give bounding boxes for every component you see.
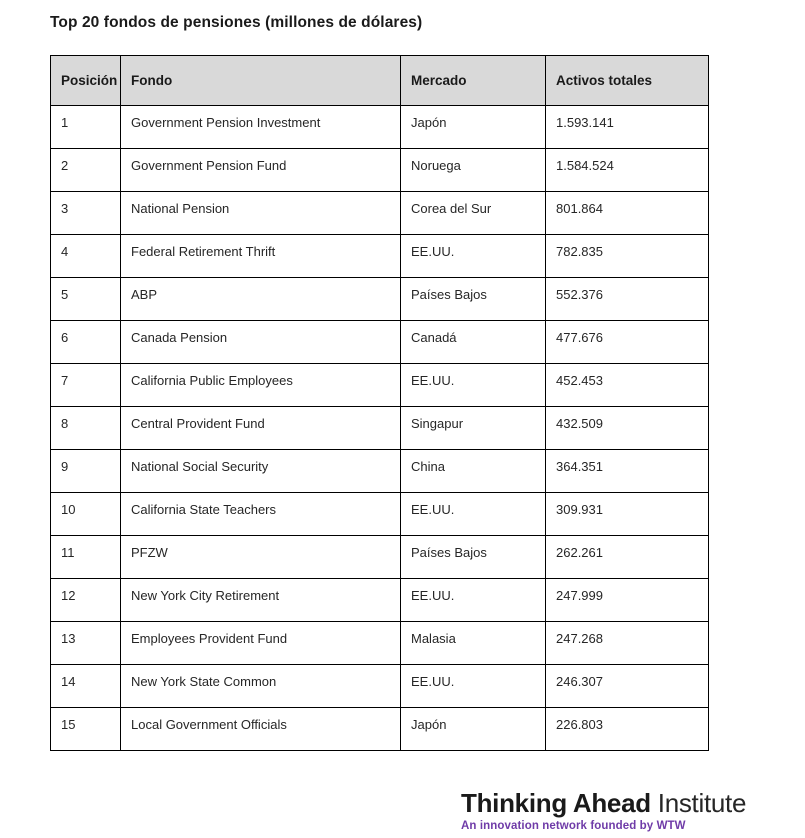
cell-assets: 1.584.524	[546, 149, 709, 192]
cell-assets: 782.835	[546, 235, 709, 278]
table-row	[51, 622, 709, 665]
table-row	[51, 278, 709, 321]
cell-fund: Government Pension Investment	[121, 106, 401, 149]
cell-assets: 247.268	[546, 622, 709, 665]
cell-market: EE.UU.	[401, 493, 546, 536]
cell-fund: Local Government Officials	[121, 708, 401, 751]
cell-fund: National Pension	[121, 192, 401, 235]
cell-market: Noruega	[401, 149, 546, 192]
cell-position: 14	[51, 665, 121, 708]
cell-position: 5	[51, 278, 121, 321]
cell-assets: 246.307	[546, 665, 709, 708]
cell-market: Japón	[401, 106, 546, 149]
cell-assets: 309.931	[546, 493, 709, 536]
cell-position: 13	[51, 622, 121, 665]
cell-market: Corea del Sur	[401, 192, 546, 235]
cell-market: EE.UU.	[401, 665, 546, 708]
table-row	[51, 192, 709, 235]
cell-market: Japón	[401, 708, 546, 751]
cell-assets: 262.261	[546, 536, 709, 579]
cell-position: 2	[51, 149, 121, 192]
column-header-activos-totales: Activos totales	[546, 56, 709, 106]
table-row	[51, 708, 709, 751]
table-row	[51, 235, 709, 278]
cell-fund: ABP	[121, 278, 401, 321]
page-title: Top 20 fondos de pensiones (millones de dólares)	[50, 14, 423, 31]
cell-position: 8	[51, 407, 121, 450]
cell-position: 15	[51, 708, 121, 751]
cell-position: 1	[51, 106, 121, 149]
cell-position: 11	[51, 536, 121, 579]
table-row	[51, 536, 709, 579]
table-row	[51, 450, 709, 493]
cell-position: 6	[51, 321, 121, 364]
column-header-mercado: Mercado	[401, 56, 546, 106]
header-row	[51, 56, 709, 106]
table-header	[51, 56, 709, 106]
cell-market: EE.UU.	[401, 579, 546, 622]
cell-fund: Canada Pension	[121, 321, 401, 364]
cell-assets: 801.864	[546, 192, 709, 235]
cell-fund: National Social Security	[121, 450, 401, 493]
cell-fund: New York City Retirement	[121, 579, 401, 622]
table-row	[51, 321, 709, 364]
cell-fund: Central Provident Fund	[121, 407, 401, 450]
cell-assets: 247.999	[546, 579, 709, 622]
table-row	[51, 579, 709, 622]
column-header-posicion: Posición	[51, 56, 121, 106]
cell-market: Canadá	[401, 321, 546, 364]
logo-wordmark	[461, 788, 746, 819]
logo-text-thinking-ahead: Thinking Ahead	[461, 788, 651, 818]
cell-fund: California Public Employees	[121, 364, 401, 407]
cell-assets: 1.593.141	[546, 106, 709, 149]
logo-tagline: An innovation network founded by WTW	[461, 820, 686, 832]
table-row	[51, 665, 709, 708]
logo-text-institute: Institute	[650, 788, 747, 818]
cell-position: 9	[51, 450, 121, 493]
table-row	[51, 149, 709, 192]
cell-assets: 552.376	[546, 278, 709, 321]
cell-fund: California State Teachers	[121, 493, 401, 536]
cell-fund: Employees Provident Fund	[121, 622, 401, 665]
cell-market: Países Bajos	[401, 536, 546, 579]
pension-funds-table	[50, 55, 709, 751]
cell-market: Países Bajos	[401, 278, 546, 321]
cell-fund: Federal Retirement Thrift	[121, 235, 401, 278]
cell-fund: PFZW	[121, 536, 401, 579]
cell-assets: 364.351	[546, 450, 709, 493]
table-row	[51, 493, 709, 536]
cell-position: 10	[51, 493, 121, 536]
cell-position: 4	[51, 235, 121, 278]
table-row	[51, 407, 709, 450]
cell-assets: 452.453	[546, 364, 709, 407]
cell-position: 7	[51, 364, 121, 407]
cell-market: EE.UU.	[401, 364, 546, 407]
cell-assets: 432.509	[546, 407, 709, 450]
cell-position: 12	[51, 579, 121, 622]
cell-fund: New York State Common	[121, 665, 401, 708]
cell-assets: 477.676	[546, 321, 709, 364]
table-body	[51, 106, 709, 751]
cell-market: Malasia	[401, 622, 546, 665]
cell-fund: Government Pension Fund	[121, 149, 401, 192]
table-row	[51, 364, 709, 407]
thinking-ahead-institute-logo	[461, 788, 746, 832]
column-header-fondo: Fondo	[121, 56, 401, 106]
table-row	[51, 106, 709, 149]
cell-position: 3	[51, 192, 121, 235]
cell-assets: 226.803	[546, 708, 709, 751]
cell-market: China	[401, 450, 546, 493]
cell-market: EE.UU.	[401, 235, 546, 278]
cell-market: Singapur	[401, 407, 546, 450]
